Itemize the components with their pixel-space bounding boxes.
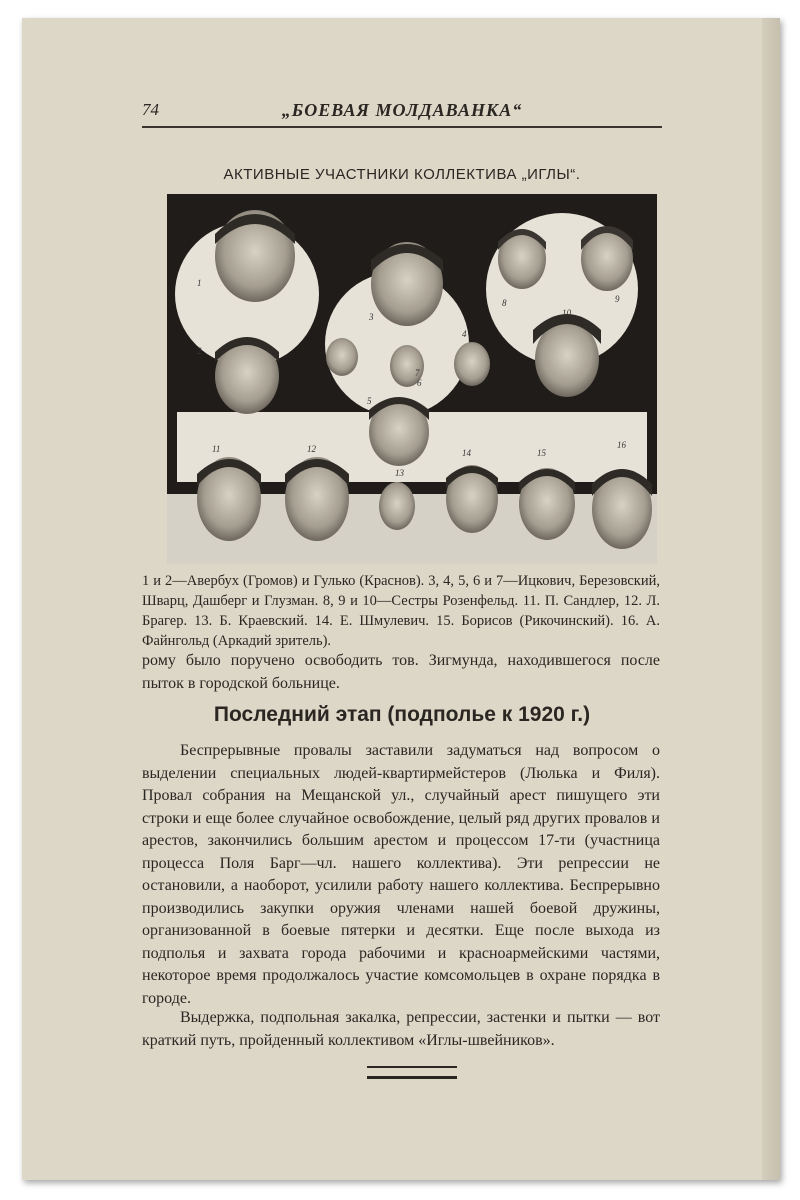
portrait-12 xyxy=(285,457,349,541)
photo-number-10: 10 xyxy=(562,308,571,318)
photo-number-6: 6 xyxy=(417,378,422,388)
portrait-3 xyxy=(371,242,443,326)
portrait-8 xyxy=(498,229,546,289)
portrait-7 xyxy=(369,397,429,466)
photo-number-2: 2 xyxy=(197,346,202,356)
photo-number-9: 9 xyxy=(615,294,620,304)
portrait-1 xyxy=(215,210,295,302)
photo-caption: 1 и 2—Авербух (Громов) и Гулько (Краснов). 3, 4, 5, 6 и 7—Ицкович, Березовский, Шварц, Дашберг и Глузман. 8, 9 и 10—Сестры Розенфельд. 11. П. Сандлер, 12. Л. Брагер. 13. Б. Краевский. 14. Е. Шмулевич. 15. Борисов (Рикочинский). 16. А. Файнгольд (Аркадий зритель). xyxy=(142,573,660,649)
photo-number-13: 13 xyxy=(395,468,404,478)
running-title: „БОЕВАЯ МОЛДАВАНКА“ xyxy=(281,100,523,120)
photo-number-15: 15 xyxy=(537,448,546,458)
photo-title: АКТИВНЫЕ УЧАСТНИКИ КОЛЛЕКТИВА „ИГЛЫ“. xyxy=(223,166,581,183)
portrait-4 xyxy=(326,338,358,376)
photo-number-14: 14 xyxy=(462,448,471,458)
page-number: 74 xyxy=(142,100,159,119)
photo-number-3: 3 xyxy=(369,312,374,322)
photo-number-7: 7 xyxy=(415,368,420,378)
paragraph-2-text: Выдержка, подпольная закалка, репрессии, застенки и пытки — вот краткий путь, пройденный коллективом «Иглы-швейников». xyxy=(142,1009,660,1049)
portrait-14 xyxy=(446,465,498,533)
portrait-6 xyxy=(454,342,490,386)
continuation-text: рому было поручено освободить тов. Зигмунда, находившегося после пыток в городской больнице. xyxy=(142,652,660,692)
portrait-13 xyxy=(379,482,415,530)
running-header xyxy=(142,100,662,128)
portrait-11 xyxy=(197,457,261,541)
photo-number-12: 12 xyxy=(307,444,316,454)
page-edge xyxy=(762,18,780,1180)
portrait-9 xyxy=(581,226,633,291)
portrait-15 xyxy=(519,468,575,540)
photo-number-8: 8 xyxy=(502,298,507,308)
photo-number-1: 1 xyxy=(197,278,202,288)
section-heading: Последний этап (подполье к 1920 г.) xyxy=(213,703,591,726)
photo-number-16: 16 xyxy=(617,440,626,450)
portrait-2 xyxy=(215,337,279,414)
portrait-16 xyxy=(592,469,652,549)
photo-number-5: 5 xyxy=(367,396,372,406)
end-ornament-rule xyxy=(367,1066,457,1079)
book-page xyxy=(22,18,780,1180)
photo-number-4: 4 xyxy=(462,329,467,339)
paragraph-1 xyxy=(142,740,660,1010)
group-photo-collage xyxy=(167,194,657,564)
photo-number-11: 11 xyxy=(212,444,221,454)
paragraph-2 xyxy=(142,1007,660,1052)
paragraph-1-text: Беспрерывные провалы заставили задуматься над вопросом о выделении специальных людей-квартирмейстеров (Люлька и Филя). Провал собрания на Мещанской ул., случайный арест пишущего эти строки и еще более случайное освобождение, целый ряд других провалов и арестов, закончились большим арестом и процессом 17-ти (участница процесса Поля Барг—чл. нашего коллектива). Эти репрессии не остановили, а наоборот, усилили работу нашего коллектива. Беспрерывно производились закупки оружия членами нашей боевой дружины, организованной в боевые пятерки и десятки. Еще после выхода из подполья и захвата города рабочими и красноармейскими частями, некоторое время продолжалось участие комсомольцев в охране порядка в городе. xyxy=(142,742,660,1007)
